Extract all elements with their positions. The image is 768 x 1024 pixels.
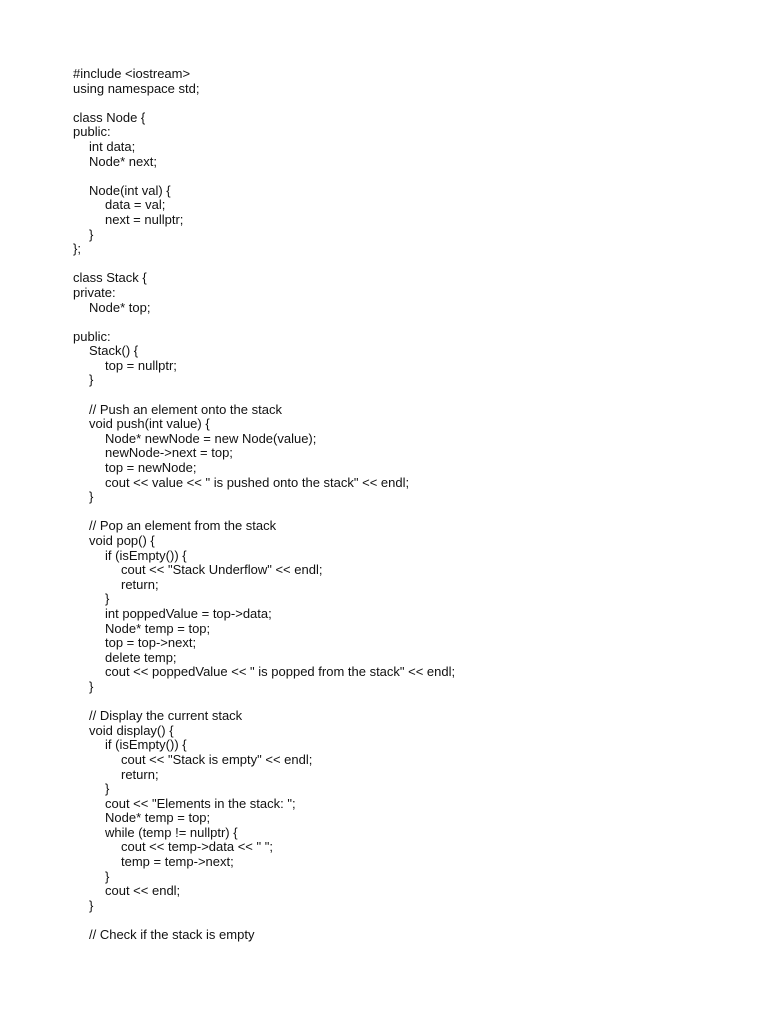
code-line: cout << "Elements in the stack: "; (105, 796, 296, 811)
blank-code-line (73, 257, 743, 272)
code-line: #include <iostream> (73, 67, 191, 81)
code-line: newNode->next = top; (105, 446, 233, 461)
code-line: top = nullptr; (105, 358, 177, 373)
code-line: } (89, 898, 94, 913)
code-line: void push(int value) { (89, 417, 210, 432)
code-line: int poppedValue = top->data; (105, 606, 272, 621)
code-line: cout << "Stack is empty" << endl; (121, 752, 313, 767)
code-listing (73, 67, 743, 943)
code-line: } (89, 679, 94, 694)
code-line: next = nullptr; (105, 212, 184, 227)
code-line: void pop() { (89, 534, 155, 548)
code-line: int data; (89, 139, 136, 154)
code-line: // Check if the stack is empty (89, 928, 255, 943)
code-line: Node* newNode = new Node(value); (105, 431, 317, 446)
code-line: cout << endl; (105, 884, 181, 899)
blank-code-line (73, 315, 743, 330)
code-line: Node* temp = top; (105, 621, 211, 636)
code-line: class Stack { (73, 271, 147, 286)
code-line: } (89, 373, 94, 388)
code-line: private: (73, 285, 116, 300)
blank-code-line (73, 505, 743, 520)
code-line: class Node { (73, 110, 146, 125)
blank-code-line (73, 169, 743, 184)
code-line: public: (73, 329, 111, 344)
code-line: } (89, 490, 94, 505)
blank-code-line (73, 388, 743, 403)
code-line: // Pop an element from the stack (89, 519, 277, 534)
code-line: cout << temp->data << " "; (121, 840, 273, 855)
blank-code-line (73, 913, 743, 928)
code-line: using namespace std; (73, 81, 200, 96)
code-line: } (89, 227, 94, 242)
code-line: cout << poppedValue << " is popped from the stack" << endl; (105, 665, 456, 680)
code-line: }; (73, 242, 81, 257)
code-line: if (isEmpty()) { (105, 738, 187, 753)
blank-code-line (73, 96, 743, 111)
code-line: // Display the current stack (89, 709, 243, 724)
code-line: } (105, 592, 110, 607)
code-line: while (temp != nullptr) { (105, 825, 238, 840)
code-line: Node* temp = top; (105, 811, 211, 826)
code-line: Node* top; (89, 300, 151, 315)
code-line: public: (73, 125, 111, 140)
code-line: data = val; (105, 198, 166, 213)
code-line: top = top->next; (105, 636, 197, 651)
code-line: } (105, 782, 110, 797)
code-line: Node(int val) { (89, 183, 171, 198)
code-line: Stack() { (89, 344, 139, 359)
code-line: } (105, 869, 110, 884)
code-line: // Push an element onto the stack (89, 402, 282, 417)
code-line: if (isEmpty()) { (105, 548, 187, 563)
code-line: delete temp; (105, 650, 177, 665)
code-line: top = newNode; (105, 461, 197, 476)
code-line: cout << "Stack Underflow" << endl; (121, 563, 323, 578)
code-line: temp = temp->next; (121, 855, 234, 870)
blank-code-line (73, 695, 743, 710)
code-line: void display() { (89, 723, 174, 738)
code-line: Node* next; (89, 154, 157, 169)
code-line: return; (121, 577, 159, 592)
code-line: return; (121, 767, 159, 782)
code-line: cout << value << " is pushed onto the stack" << endl; (105, 475, 410, 490)
